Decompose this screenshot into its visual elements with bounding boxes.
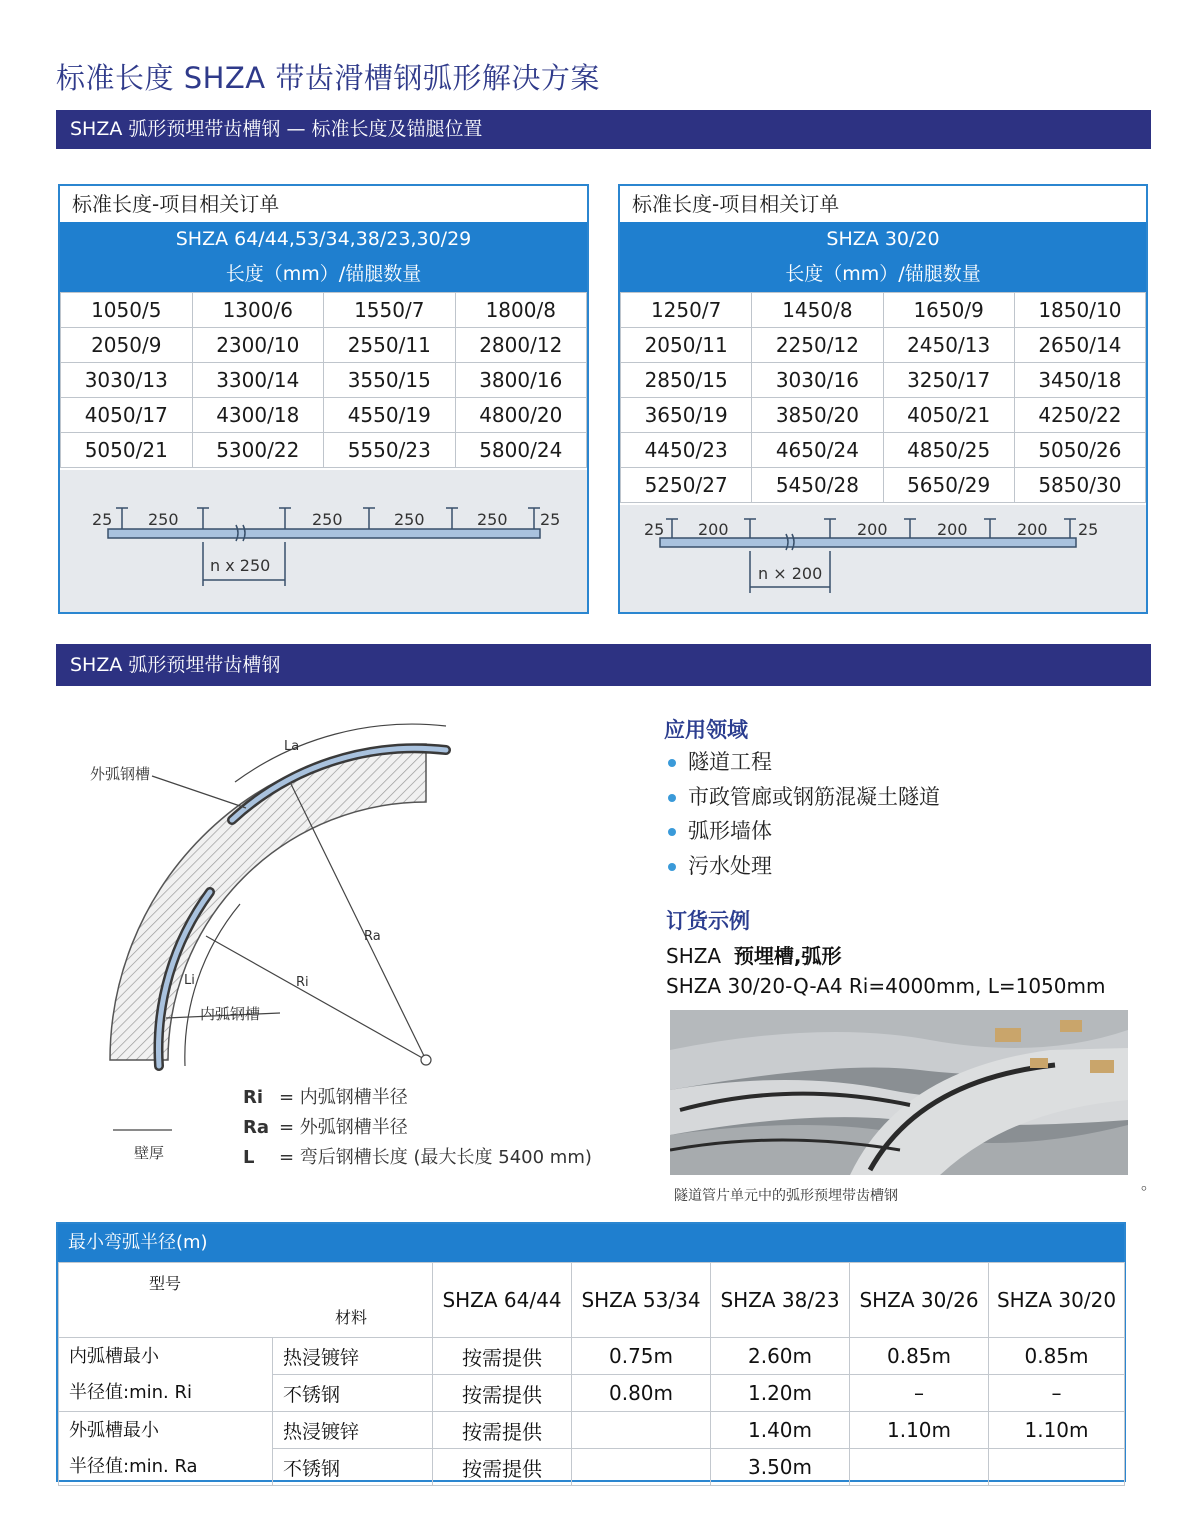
table-row <box>61 293 587 328</box>
length-table-subtitle: 长度（mm）/锚腿数量 <box>785 263 981 285</box>
table-cell: 按需提供 <box>433 1375 572 1412</box>
table-cell: 2550/11 <box>324 328 456 363</box>
table-row <box>621 363 1146 398</box>
list-item-text: 市政管廊或钢筋混凝土隧道 <box>688 784 940 809</box>
table-cell: 1.20m <box>711 1375 850 1412</box>
table-cell: 2050/9 <box>61 328 193 363</box>
table-cell: 2850/15 <box>621 363 752 398</box>
table-cell: 5550/23 <box>324 433 456 468</box>
legend-symbol: Ra <box>243 1117 270 1138</box>
header-corner <box>59 1263 433 1338</box>
spacing-label: 200 <box>698 520 729 539</box>
length-table-subtitle: 长度（mm）/锚腿数量 <box>225 263 422 285</box>
length-table-title: 标准长度-项目相关订单 <box>72 192 280 216</box>
order-example-line2: SHZA 30/20-Q-A4 Ri=4000mm, L=1050mm <box>666 974 1106 998</box>
table-cell: – <box>989 1375 1125 1412</box>
group-label-line2: 半径值:min. Ri <box>69 1381 192 1403</box>
order-example-line1 <box>666 940 841 969</box>
photo-caption: 隧道管片单元中的弧形预埋带齿槽钢 <box>674 1188 898 1204</box>
column-header: SHZA 53/34 <box>572 1263 711 1338</box>
table-cell: 5050/21 <box>61 433 193 468</box>
min-radius-table <box>56 1222 1126 1482</box>
table-cell <box>989 1449 1125 1486</box>
table-cell: 3300/14 <box>192 363 324 398</box>
outer-channel-label: 外弧钢槽 <box>90 765 151 783</box>
table-cell: 3250/17 <box>883 363 1014 398</box>
table-cell: 3850/20 <box>752 398 883 433</box>
order-product: 预埋槽,弧形 <box>733 944 842 968</box>
table-row <box>621 433 1146 468</box>
legend-item <box>243 1143 592 1173</box>
table-cell: 2450/13 <box>883 328 1014 363</box>
table-cell: 5250/27 <box>621 468 752 503</box>
table-cell: 5450/28 <box>752 468 883 503</box>
list-item <box>668 745 940 780</box>
column-header: SHZA 30/26 <box>850 1263 989 1338</box>
table-cell: 1.10m <box>989 1412 1125 1449</box>
table-cell: 3030/16 <box>752 363 883 398</box>
table-row <box>59 1338 1125 1375</box>
table-cell: 4650/24 <box>752 433 883 468</box>
tunnel-segment-photo <box>670 1010 1128 1175</box>
end-distance-right: 25 <box>540 510 561 529</box>
table-row <box>621 398 1146 433</box>
bullet-icon <box>668 794 676 802</box>
bullet-icon <box>668 759 676 767</box>
table-cell: 5050/26 <box>1014 433 1145 468</box>
table-cell: 4050/17 <box>61 398 193 433</box>
anchor-spacing-svg <box>60 470 587 612</box>
end-distance-left: 25 <box>92 510 113 529</box>
table-cell: 按需提供 <box>433 1338 572 1375</box>
table-cell: 1650/9 <box>883 293 1014 328</box>
list-item-text: 隧道工程 <box>688 750 772 774</box>
table-cell: 1.40m <box>711 1412 850 1449</box>
table-cell: 4550/19 <box>324 398 456 433</box>
inner-channel-label: 内弧钢槽 <box>200 1005 261 1023</box>
spacing-label: 250 <box>477 510 508 529</box>
group-label-line1: 外弧槽最小 <box>69 1419 159 1441</box>
table-cell: 3650/19 <box>621 398 752 433</box>
group-label-inner <box>59 1338 273 1412</box>
spacing-label: 250 <box>148 510 179 529</box>
legend-text: = 外弧钢槽半径 <box>279 1117 408 1138</box>
legend-text: = 内弧钢槽半径 <box>279 1087 408 1108</box>
anchor-spacing-diagram <box>60 470 587 612</box>
arc-legend <box>243 1083 592 1173</box>
table-cell: 0.80m <box>572 1375 711 1412</box>
table-header-row <box>59 1263 1125 1338</box>
table-cell: 4050/21 <box>883 398 1014 433</box>
end-distance-right: 25 <box>1078 520 1099 539</box>
table-cell: 3550/15 <box>324 363 456 398</box>
corner-model-label: 型号 <box>149 1274 182 1293</box>
table-cell: 0.75m <box>572 1338 711 1375</box>
length-table-header <box>60 222 587 292</box>
column-header: SHZA 64/44 <box>433 1263 572 1338</box>
anchor-spacing-svg <box>620 505 1146 612</box>
bullet-icon <box>668 828 676 836</box>
table-cell: 3800/16 <box>455 363 587 398</box>
list-item <box>668 814 940 849</box>
table-cell: 1300/6 <box>192 293 324 328</box>
table-cell <box>572 1449 711 1486</box>
table-cell: 2.60m <box>711 1338 850 1375</box>
length-grid <box>620 292 1146 503</box>
table-row <box>61 433 587 468</box>
order-example-title: 订货示例 <box>666 909 750 933</box>
wall-thickness-label: 壁厚 <box>134 1144 165 1162</box>
list-item-text: 弧形墙体 <box>688 819 772 843</box>
section-band-arc-channel: SHZA 弧形预埋带齿槽钢 <box>56 644 1151 686</box>
table-cell: 4250/22 <box>1014 398 1145 433</box>
table-cell: 2050/11 <box>621 328 752 363</box>
table-cell <box>850 1449 989 1486</box>
table-cell: 3450/18 <box>1014 363 1145 398</box>
table-cell: 3.50m <box>711 1449 850 1486</box>
bullet-icon <box>668 863 676 871</box>
table-cell: 5650/29 <box>883 468 1014 503</box>
list-item <box>668 849 940 884</box>
n-spacing-label: n x 250 <box>210 556 271 575</box>
table-cell: 1800/8 <box>455 293 587 328</box>
column-header: SHZA 30/20 <box>989 1263 1125 1338</box>
n-spacing-label: n × 200 <box>758 564 823 583</box>
li-label: Li <box>184 973 195 988</box>
spacing-label: 250 <box>312 510 343 529</box>
list-item-text: 污水处理 <box>688 853 772 878</box>
table-row <box>59 1412 1125 1449</box>
table-cell: 4450/23 <box>621 433 752 468</box>
applications-list <box>668 745 940 883</box>
material-cell: 不锈钢 <box>273 1375 433 1412</box>
table-cell: 2650/14 <box>1014 328 1145 363</box>
spacing-label: 250 <box>394 510 425 529</box>
table-cell: 1250/7 <box>621 293 752 328</box>
material-cell: 热浸镀锌 <box>273 1412 433 1449</box>
photo-illustration <box>670 1010 1128 1175</box>
material-cell: 热浸镀锌 <box>273 1338 433 1375</box>
group-label-line2: 半径值:min. Ra <box>69 1455 198 1477</box>
table-cell: 1550/7 <box>324 293 456 328</box>
table-cell: 0.85m <box>989 1338 1125 1375</box>
column-header: SHZA 38/23 <box>711 1263 850 1338</box>
legend-symbol: Ri <box>243 1087 264 1108</box>
applications-title: 应用领域 <box>664 718 748 742</box>
ra-label: Ra <box>364 929 381 944</box>
order-prefix: SHZA <box>666 944 722 968</box>
table-row <box>61 363 587 398</box>
section-band-standard-length: SHZA 弧形预埋带齿槽钢 — 标准长度及锚腿位置 <box>56 110 1151 149</box>
table-cell: 4800/20 <box>455 398 587 433</box>
legend-symbol: L <box>243 1147 255 1168</box>
min-radius-grid <box>58 1262 1125 1486</box>
ri-label: Ri <box>296 975 309 990</box>
legend-text: = 弯后钢槽长度 (最大长度 5400 mm) <box>279 1147 592 1168</box>
corner-material-label: 材料 <box>335 1308 368 1327</box>
table-row <box>621 468 1146 503</box>
page-title: 标准长度 SHZA 带齿滑槽钢弧形解决方案 <box>56 61 600 95</box>
group-label-outer <box>59 1412 273 1486</box>
table-cell: 5850/30 <box>1014 468 1145 503</box>
length-table-types: SHZA 64/44,53/34,38/23,30/29 <box>175 228 472 250</box>
table-cell: 按需提供 <box>433 1412 572 1449</box>
length-table-types: SHZA 30/20 <box>826 228 940 250</box>
table-cell: 1450/8 <box>752 293 883 328</box>
group-label-line1: 内弧槽最小 <box>69 1345 159 1367</box>
trailing-mark: 。 <box>1141 1174 1158 1193</box>
table-cell: 1050/5 <box>61 293 193 328</box>
table-row <box>61 398 587 433</box>
length-table-title: 标准长度-项目相关订单 <box>632 192 840 216</box>
list-item <box>668 780 940 815</box>
table-cell: 5800/24 <box>455 433 587 468</box>
table-row <box>621 293 1146 328</box>
table-row <box>621 328 1146 363</box>
table-cell: 4850/25 <box>883 433 1014 468</box>
legend-item <box>243 1113 592 1143</box>
table-cell <box>572 1412 711 1449</box>
table-cell: 0.85m <box>850 1338 989 1375</box>
length-grid <box>60 292 587 468</box>
end-distance-left: 25 <box>644 520 665 539</box>
length-table-header <box>620 222 1146 292</box>
table-cell: – <box>850 1375 989 1412</box>
legend-item <box>243 1083 592 1113</box>
spacing-label: 200 <box>937 520 968 539</box>
table-cell: 2250/12 <box>752 328 883 363</box>
table-cell: 4300/18 <box>192 398 324 433</box>
la-label: La <box>284 739 300 754</box>
min-radius-title: 最小弯弧半径(m) <box>58 1224 1124 1262</box>
table-cell: 3030/13 <box>61 363 193 398</box>
table-cell: 5300/22 <box>192 433 324 468</box>
spacing-label: 200 <box>857 520 888 539</box>
length-table-left <box>58 184 589 614</box>
table-cell: 按需提供 <box>433 1449 572 1486</box>
anchor-spacing-diagram <box>620 505 1146 612</box>
length-table-right <box>618 184 1148 614</box>
table-cell: 1.10m <box>850 1412 989 1449</box>
table-cell: 2800/12 <box>455 328 587 363</box>
table-row <box>61 328 587 363</box>
spacing-label: 200 <box>1017 520 1048 539</box>
material-cell: 不锈钢 <box>273 1449 433 1486</box>
table-cell: 1850/10 <box>1014 293 1145 328</box>
table-cell: 2300/10 <box>192 328 324 363</box>
